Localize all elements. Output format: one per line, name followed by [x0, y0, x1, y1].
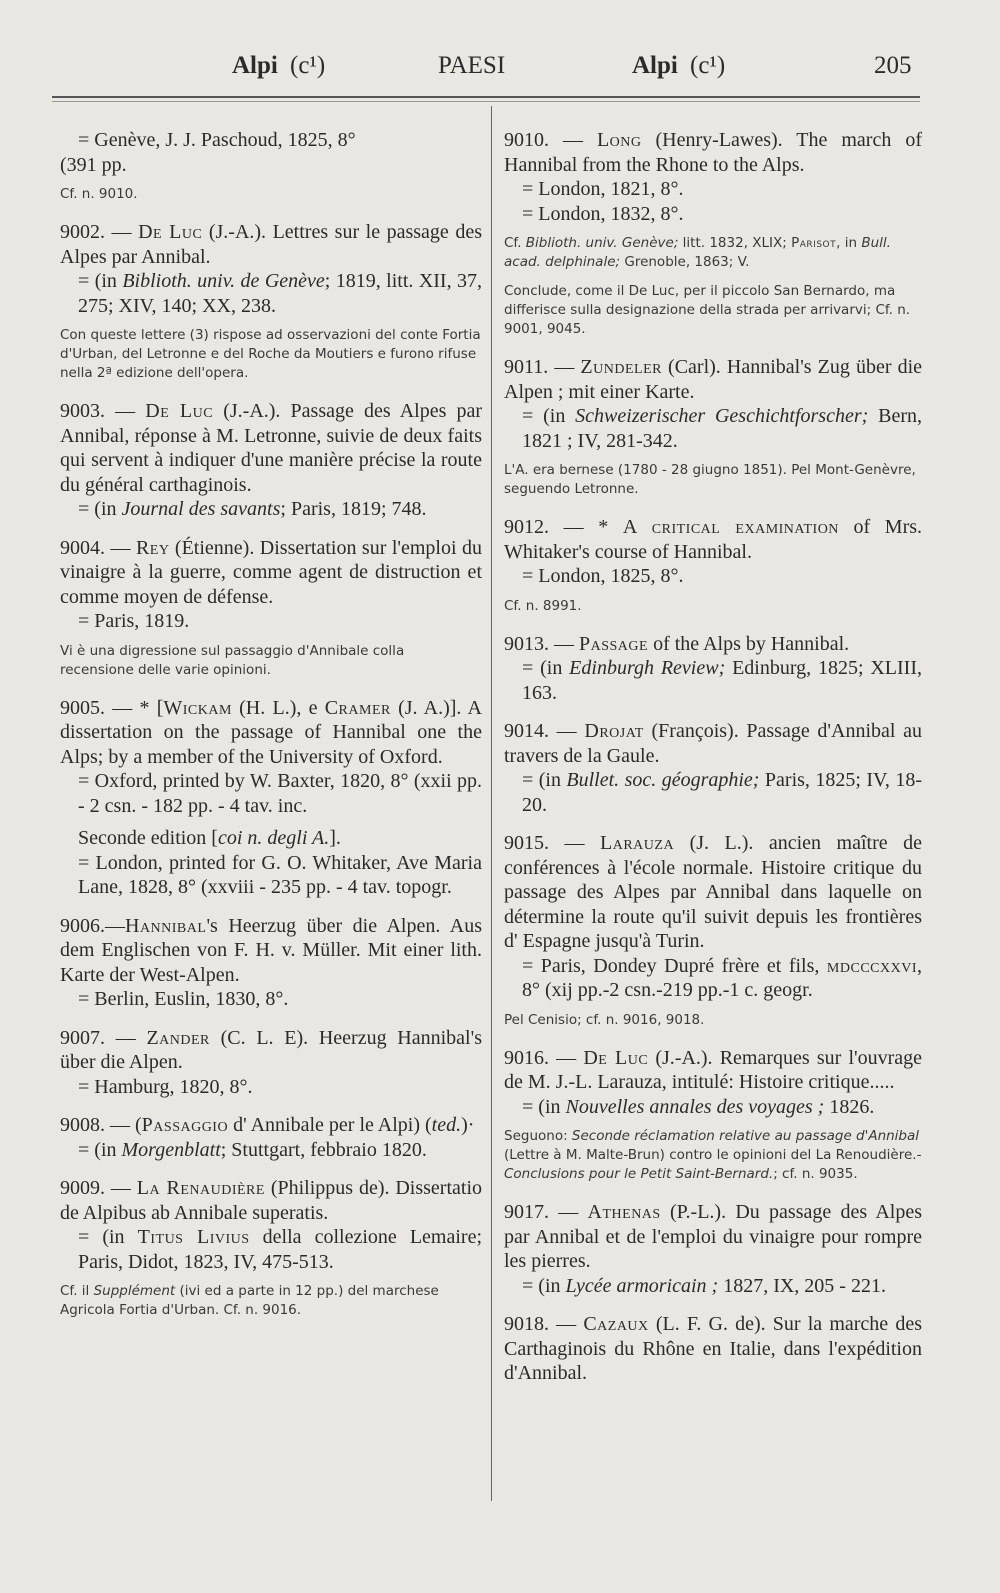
- entry-number: 9002. —: [60, 221, 132, 243]
- entry-pub: = London, 1832, 8°.: [522, 202, 684, 225]
- entry-pub: ; Paris, 1819; 748.: [280, 498, 427, 520]
- entry-title: 's Heerzug über die Alpen. Aus dem Englischen von F. H. v. Müller. Mit einer lith. Karte der West-Alpen.: [60, 914, 482, 986]
- entry-number: 9008. — (: [60, 1114, 142, 1136]
- entry-pub: = London, 1821, 8°.: [522, 178, 684, 200]
- entry-author-initials: (H. L.), e: [239, 696, 318, 719]
- entry-title: (L. F. G. de). Sur la marche des Carthaginois du Rhône en Italie, dans l'expédition d'Annibal.: [504, 1313, 922, 1384]
- entry-note: Vi è una digressione sul passaggio d'Annibale colla recensione delle varie opinioni.: [60, 642, 405, 678]
- entry-pub-journal: Biblioth. univ. de Genève: [122, 270, 325, 292]
- entry-number: 9010. —: [504, 129, 583, 151]
- entry-pub: della collezione Lemaire; Paris, Didot, 1823, IV, 475-513.: [78, 1226, 483, 1273]
- entry-author: Passage: [579, 632, 649, 655]
- entry-note: [60, 1282, 482, 1320]
- entry-pub: 1826.: [824, 1095, 875, 1118]
- header-right-title: Alpi: [632, 52, 678, 79]
- running-header: [0, 52, 1000, 92]
- note-title: Seconde réclamation relative au passage d'Annibal: [571, 1128, 920, 1144]
- entry-pub: = (in: [78, 1138, 122, 1161]
- column-divider: [491, 106, 492, 1501]
- entry-author: Zander: [146, 1026, 210, 1049]
- entry-note: L'A. era bernese (1780 - 28 giugno 1851). Pel Mont-Genèvre, seguendo Letronne.: [504, 462, 916, 497]
- entry-pub: = London, printed for G. O. Whitaker, Ave Maria Lane, 1828, 8° (xxviii - 235 pp. - 4 tav. topogr.: [78, 851, 482, 898]
- entry-pub: = Paris, Dondey Dupré frère et fils,: [522, 954, 827, 977]
- entry-pub: = Genève, J. J. Paschoud, 1825, 8°: [78, 129, 356, 151]
- left-column: [60, 128, 482, 1336]
- entry-pub: ; 1819, litt. XII, 37, 275; XIV, 140; XX, 238.: [78, 270, 482, 317]
- entry-pub: = Berlin, Euslin, 1830, 8°.: [78, 988, 289, 1010]
- entry-author: Long: [596, 129, 642, 151]
- note-text: , in: [836, 235, 862, 251]
- entry-number: 9011. —: [504, 356, 575, 378]
- entry-number: 9012. — *: [504, 516, 609, 538]
- entry-9014: [504, 719, 922, 817]
- entry-number: 9006.—: [60, 914, 125, 937]
- entry-pub: = (in: [78, 270, 123, 292]
- entry-author: Rey: [135, 536, 170, 559]
- right-column: [504, 128, 922, 1400]
- entry-author: Zundeler: [580, 356, 662, 378]
- entry-author: A critical examination: [622, 516, 839, 538]
- entry-title: (J. L.). ancien maître de conférences à l'école normale. Histoire critique du passage des Alpes par Annibal dans laquelle on détermine la route qu'il suivit depuis les frontières d' Espagne jusqu'à Turin.: [504, 832, 923, 952]
- entry-author: Passaggio: [141, 1114, 229, 1136]
- entry-author: Drojat: [584, 720, 644, 742]
- entry-author: Cramer: [324, 696, 391, 719]
- page-number: 205: [874, 52, 912, 79]
- entry-title: (Carl). Hannibal's Zug über die Alpen ; mit einer Karte.: [504, 356, 922, 403]
- entry-9018: [504, 1312, 922, 1386]
- entry-9013: [504, 632, 922, 706]
- entry-pub: = (in: [78, 1226, 138, 1248]
- note-text: Grenoble, 1863; V.: [620, 254, 750, 270]
- entry-9004: [60, 536, 482, 634]
- entry-pub: = London, 1825, 8°.: [522, 565, 684, 587]
- entry-pub: = (in: [522, 1095, 566, 1118]
- entry-number: 9018. —: [504, 1313, 577, 1335]
- header-rule: [52, 96, 920, 98]
- entry-title: of the Alps by Hannibal.: [653, 632, 850, 655]
- entry-title: (François). Passage d'Annibal au travers de la Gaule.: [504, 720, 923, 767]
- entry-9006: [60, 914, 482, 1012]
- entry-number: 9009. —: [60, 1177, 131, 1199]
- entry-note: Cf. n. 8991.: [504, 597, 582, 614]
- note-author: Parisot: [791, 235, 837, 251]
- entry-note: [504, 1127, 922, 1184]
- entry-9003: [60, 399, 482, 522]
- entry-author: Hannibal: [125, 914, 207, 937]
- entry-pub: Bern, 1821 ; IV, 281-342.: [522, 405, 922, 452]
- entry-pub-journal: Nouvelles annales des voyages ;: [565, 1095, 825, 1118]
- note-title: Bull. acad. delphinale;: [504, 235, 891, 270]
- note-text: Seguono:: [504, 1128, 572, 1144]
- header-center: PAESI: [438, 52, 506, 79]
- entry-pub: ; Stuttgart, febbraio 1820.: [220, 1138, 427, 1161]
- note-title: Biblioth. univ. Genève;: [525, 235, 679, 251]
- entry-author: De Luc: [583, 1046, 649, 1069]
- note-text: Cf.: [504, 235, 526, 251]
- entry-note: Cf. n. 9010.: [60, 186, 138, 202]
- entry-title: (C. L. E). Heerzug Hannibal's über die Alpen.: [60, 1026, 482, 1073]
- entry-note: Pel Cenisio; cf. n. 9016, 9018.: [504, 1011, 705, 1028]
- entry-pub-journal: Morgenblatt: [121, 1138, 221, 1161]
- note-title: Conclusions pour le Petit Saint-Bernard.: [504, 1166, 774, 1182]
- entry-pub-journal: Journal des savants: [121, 498, 281, 520]
- entry-edition: ].: [329, 827, 341, 849]
- entry-number: 9017. —: [504, 1201, 579, 1223]
- entry-language: ted.: [431, 1114, 462, 1136]
- entry-9012: [504, 515, 922, 589]
- entry-title: (J.-A.). Passage des Alpes par Annibal, réponse à M. Letronne, suivie de deux faits qui servent à indiquer d'une manière précise la route du général carthaginois.: [60, 400, 483, 496]
- entry-9009: [60, 1176, 482, 1274]
- entry-number: 9016. —: [504, 1046, 577, 1069]
- entry-edition-note: coi n. degli A.: [217, 827, 330, 849]
- entry-pub-journal: Schweizerischer Geschichtforscher;: [575, 405, 869, 427]
- entry-note: Con queste lettere (3) rispose ad osservazioni del conte Fortia d'Urban, del Letronne e del Roche da Moutiers e furono rifuse nella 2ª edizione dell'opera.: [60, 327, 481, 381]
- entry-pub-journal: Bullet. soc. géographie;: [566, 769, 760, 791]
- entry-title: (Henry-Lawes). The march of Hannibal from the Rhone to the Alps.: [504, 129, 922, 176]
- entry-pub: Paris, 1825; IV, 18-20.: [522, 769, 922, 816]
- entry-9008: [60, 1113, 482, 1162]
- entry-number: 9015. —: [504, 832, 585, 854]
- entry-9017: [504, 1200, 922, 1298]
- header-left-title: Alpi: [232, 52, 278, 79]
- header-right-sup: (c¹): [690, 52, 726, 79]
- entry-number: 9007. —: [60, 1026, 136, 1049]
- entry-9007: [60, 1026, 482, 1100]
- entry-author: Larauza: [600, 832, 675, 854]
- note-title: Supplément: [93, 1283, 176, 1299]
- entry-title: (P.-L.). Du passage des Alpes par Annibal et de l'emploi du vinaigre pour rompre les pierres.: [504, 1201, 922, 1272]
- entry-9005: [60, 696, 482, 900]
- entry-number: 9013. —: [504, 632, 574, 655]
- entry-number: 9003. —: [60, 400, 136, 422]
- entry-9002: [60, 220, 482, 318]
- entry-pub: = (in: [522, 657, 570, 679]
- entry-author: De Luc: [138, 221, 203, 243]
- entry-title: (Philippus de). Dissertatio de Alpibus ab Annibale superatis.: [60, 1177, 483, 1224]
- entry-title: )·: [461, 1114, 475, 1136]
- entry-continuation: [60, 128, 482, 177]
- entry-pub-journal: Edinburgh Review;: [569, 657, 726, 679]
- note-text: ; cf. n. 9035.: [773, 1166, 858, 1182]
- entry-edition: Seconde edition [: [78, 827, 218, 849]
- entry-author: La Renaudière: [136, 1177, 265, 1199]
- entry-note: Conclude, come il De Luc, per il piccolo San Bernardo, ma differisce sulla designazione della strada per arrivarvi; Cf. n. 9001, 9045.: [504, 283, 911, 337]
- entry-pub: = (in: [522, 1274, 566, 1297]
- entry-note: [504, 234, 922, 272]
- note-text: litt. 1832, XLIX;: [678, 235, 792, 251]
- entry-author: De Luc: [145, 400, 214, 422]
- entry-title: of Mrs. Whitaker's course of Hannibal.: [504, 516, 923, 563]
- entry-title: (J.-A.). Lettres sur le passage des Alpes par Annibal.: [60, 221, 483, 268]
- entry-author: Athenas: [587, 1201, 661, 1223]
- entry-pub-year: mdcccxxvi: [826, 954, 917, 977]
- note-text: (ivi ed a parte in 12 pp.) del marchese Agricola Fortia d'Urban. Cf. n. 9016.: [60, 1283, 439, 1318]
- entry-pub: (391 pp.: [60, 153, 127, 176]
- header-left-sup: (c¹): [290, 52, 326, 79]
- entry-title: (J.-A.). Remarques sur l'ouvrage de M. J.-L. Larauza, intitulé: Histoire critique.....: [504, 1046, 923, 1093]
- entry-9015: [504, 831, 922, 1003]
- entry-title: d' Annibale per le Alpi) (: [233, 1114, 432, 1136]
- entry-author: Wickam: [163, 696, 232, 719]
- entry-pub-journal: Lycée armoricain ;: [565, 1274, 719, 1297]
- entry-9016: [504, 1046, 922, 1120]
- entry-pub: = Paris, 1819.: [78, 610, 190, 632]
- entry-pub: , 8° (xij pp.-2 csn.-219 pp.-1 c. geogr.: [522, 954, 922, 1001]
- entry-number: 9004. —: [60, 536, 131, 559]
- entry-pub: Edinburg, 1825; XLIII, 163.: [522, 657, 923, 704]
- entry-pub: = (in: [78, 498, 122, 520]
- entry-title: (Étienne). Dissertation sur l'emploi du vinaigre à la guerre, comme agent de distruction et comme moyen de défense.: [60, 536, 482, 608]
- entry-9011: [504, 355, 922, 453]
- entry-pub: = Oxford, printed by W. Baxter, 1820, 8° (xxii pp. - 2 csn. - 182 pp. - 4 tav. inc.: [78, 770, 482, 817]
- header-rule-thin: [52, 101, 920, 102]
- entry-pub: = Hamburg, 1820, 8°.: [78, 1075, 253, 1098]
- note-text: (Lettre à M. Malte-Brun) contro le opinioni del La Renoudière.-: [504, 1147, 922, 1163]
- entry-pub-series: Titus Livius: [137, 1226, 250, 1248]
- entry-title: (J. A.)]. A dissertation on the passage of Hannibal one the Alps; by a member of the University of Oxford.: [60, 696, 482, 768]
- entry-pub: 1827, IX, 205 - 221.: [718, 1274, 886, 1297]
- entry-pub: = (in: [522, 769, 567, 791]
- entry-pub: = (in: [522, 405, 576, 427]
- entry-author: Cazaux: [583, 1313, 649, 1335]
- entry-number: 9014. —: [504, 720, 577, 742]
- entry-number: 9005. — * [: [60, 696, 164, 719]
- note-text: Cf. il: [60, 1283, 94, 1299]
- entry-9010: [504, 128, 922, 226]
